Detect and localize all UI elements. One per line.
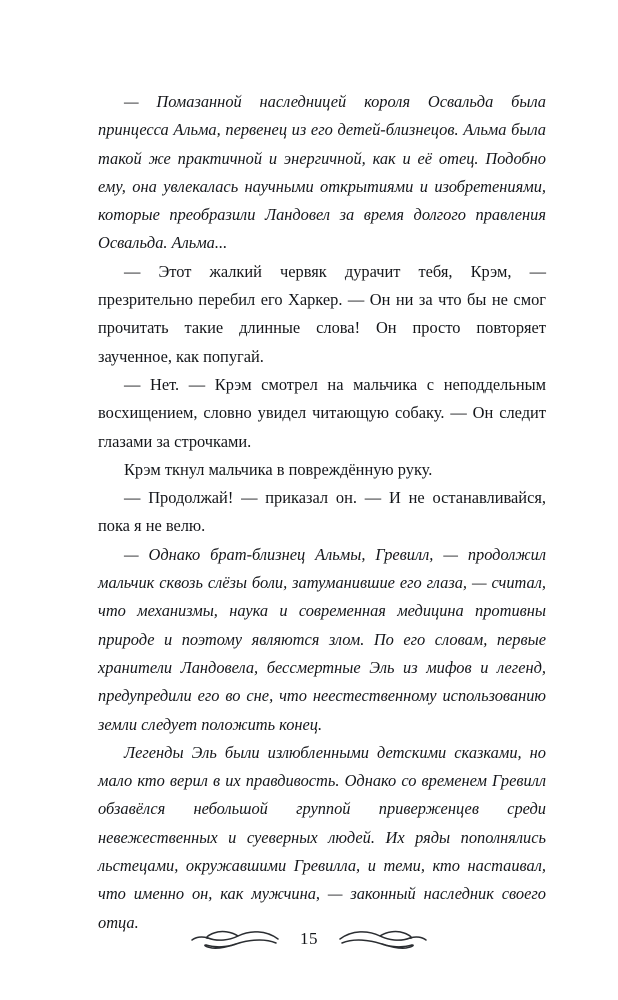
page-text-body — [98, 88, 546, 937]
paragraph: — Нет. — Крэм смотрел на мальчика с неподдельным восхищением, словно увидел читающую собаку. — Он следит глазами за строчками. — [98, 374, 546, 451]
paragraph: Крэм ткнул мальчика в повреждённую руку. — [124, 459, 433, 479]
page-number: 15 — [300, 929, 318, 948]
flourish-ornament-icon — [188, 926, 280, 952]
paragraph: — Этот жалкий червяк дурачит тебя, Крэм, — презрительно перебил его Харкер. — Он ни за что бы не смог прочитать такие длинные слова! Он просто повторяет заученное, как попугай. — [98, 261, 546, 366]
paragraph: Легенды Эль были излюбленными детскими сказками, но мало кто верил в их правдивость. Однако со временем Гревилл обзавёлся небольшой группой приверженцев среди невежественных и суеверных людей. Их ряды пополнялись льстецами, окружавшими Гревилла, и теми, кто настаивал, что именно он, как мужчина, — законный наследник своего отца. — [98, 742, 546, 932]
paragraph: — Однако брат-близнец Альмы, Гревилл, — продолжил мальчик сквозь слёзы боли, затуманившие его глаза, — считал, что механизмы, наука и современная медицина противны природе и поэтому являются злом. По его словам, первые хранители Ландовела, бессмертные Эль из мифов и легенд, предупредили его во сне, что неестественному использованию земли следует положить конец. — [98, 544, 546, 734]
flourish-ornament-icon — [338, 926, 430, 952]
paragraph: — Помазанной наследницей короля Освальда была принцесса Альма, первенец из его детей-близнецов. Альма была такой же практичной и энергичной, как и её отец. Подобно ему, она увлекалась научными открытиями и изобретениями, которые преобразили Ландовел за время долгого правления Освальда. Альма... — [98, 92, 546, 253]
page-footer — [0, 926, 618, 952]
paragraph: — Продолжай! — приказал он. — И не останавливайся, пока я не велю. — [98, 488, 546, 536]
